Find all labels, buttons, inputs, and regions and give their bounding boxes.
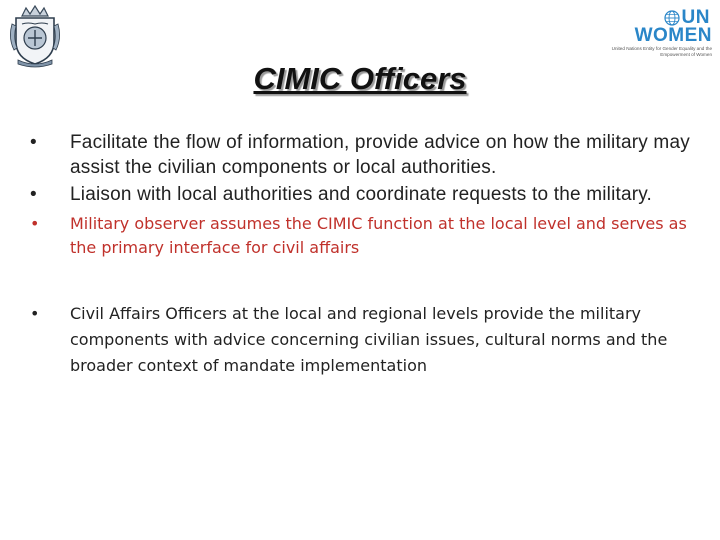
bullet-item-4 (26, 301, 696, 379)
bullet-marker: • (30, 304, 40, 323)
bullet-item-3 (26, 212, 696, 260)
bullet-item-2 (26, 182, 696, 207)
bullet-text-1: Facilitate the flow of information, provide advice on how the military may assist the civilian components or local authorities. (70, 132, 690, 178)
un-women-logo (582, 6, 712, 58)
bullet-text-3: Military observer assumes the CIMIC function at the local level and serves as the primary interface for civil affairs (70, 214, 687, 257)
bullet-marker: • (30, 214, 40, 233)
un-women-logo-tagline: United Nations Entity for Gender Equality and the Empowerment of Women (611, 46, 712, 57)
bullet-marker: • (30, 184, 37, 205)
un-women-logo-line1: UN (681, 7, 710, 28)
bullet-list (26, 130, 696, 379)
un-women-logo-line2: WOMEN (634, 25, 712, 46)
bullet-marker: • (30, 132, 37, 153)
bullet-text-2: Liaison with local authorities and coordinate requests to the military. (70, 184, 653, 205)
bullet-item-1 (26, 130, 696, 180)
bullet-text-4: Civil Affairs Officers at the local and regional levels provide the military components with advice concerning civilian issues, cultural norms and the broader context of mandate implementation (70, 304, 668, 375)
slide-title-container (0, 60, 720, 97)
state-emblem-icon (8, 4, 62, 68)
state-emblem-logo (8, 4, 62, 68)
un-women-logo-icon (664, 10, 680, 26)
slide-title: CIMIC Officers (253, 61, 467, 96)
